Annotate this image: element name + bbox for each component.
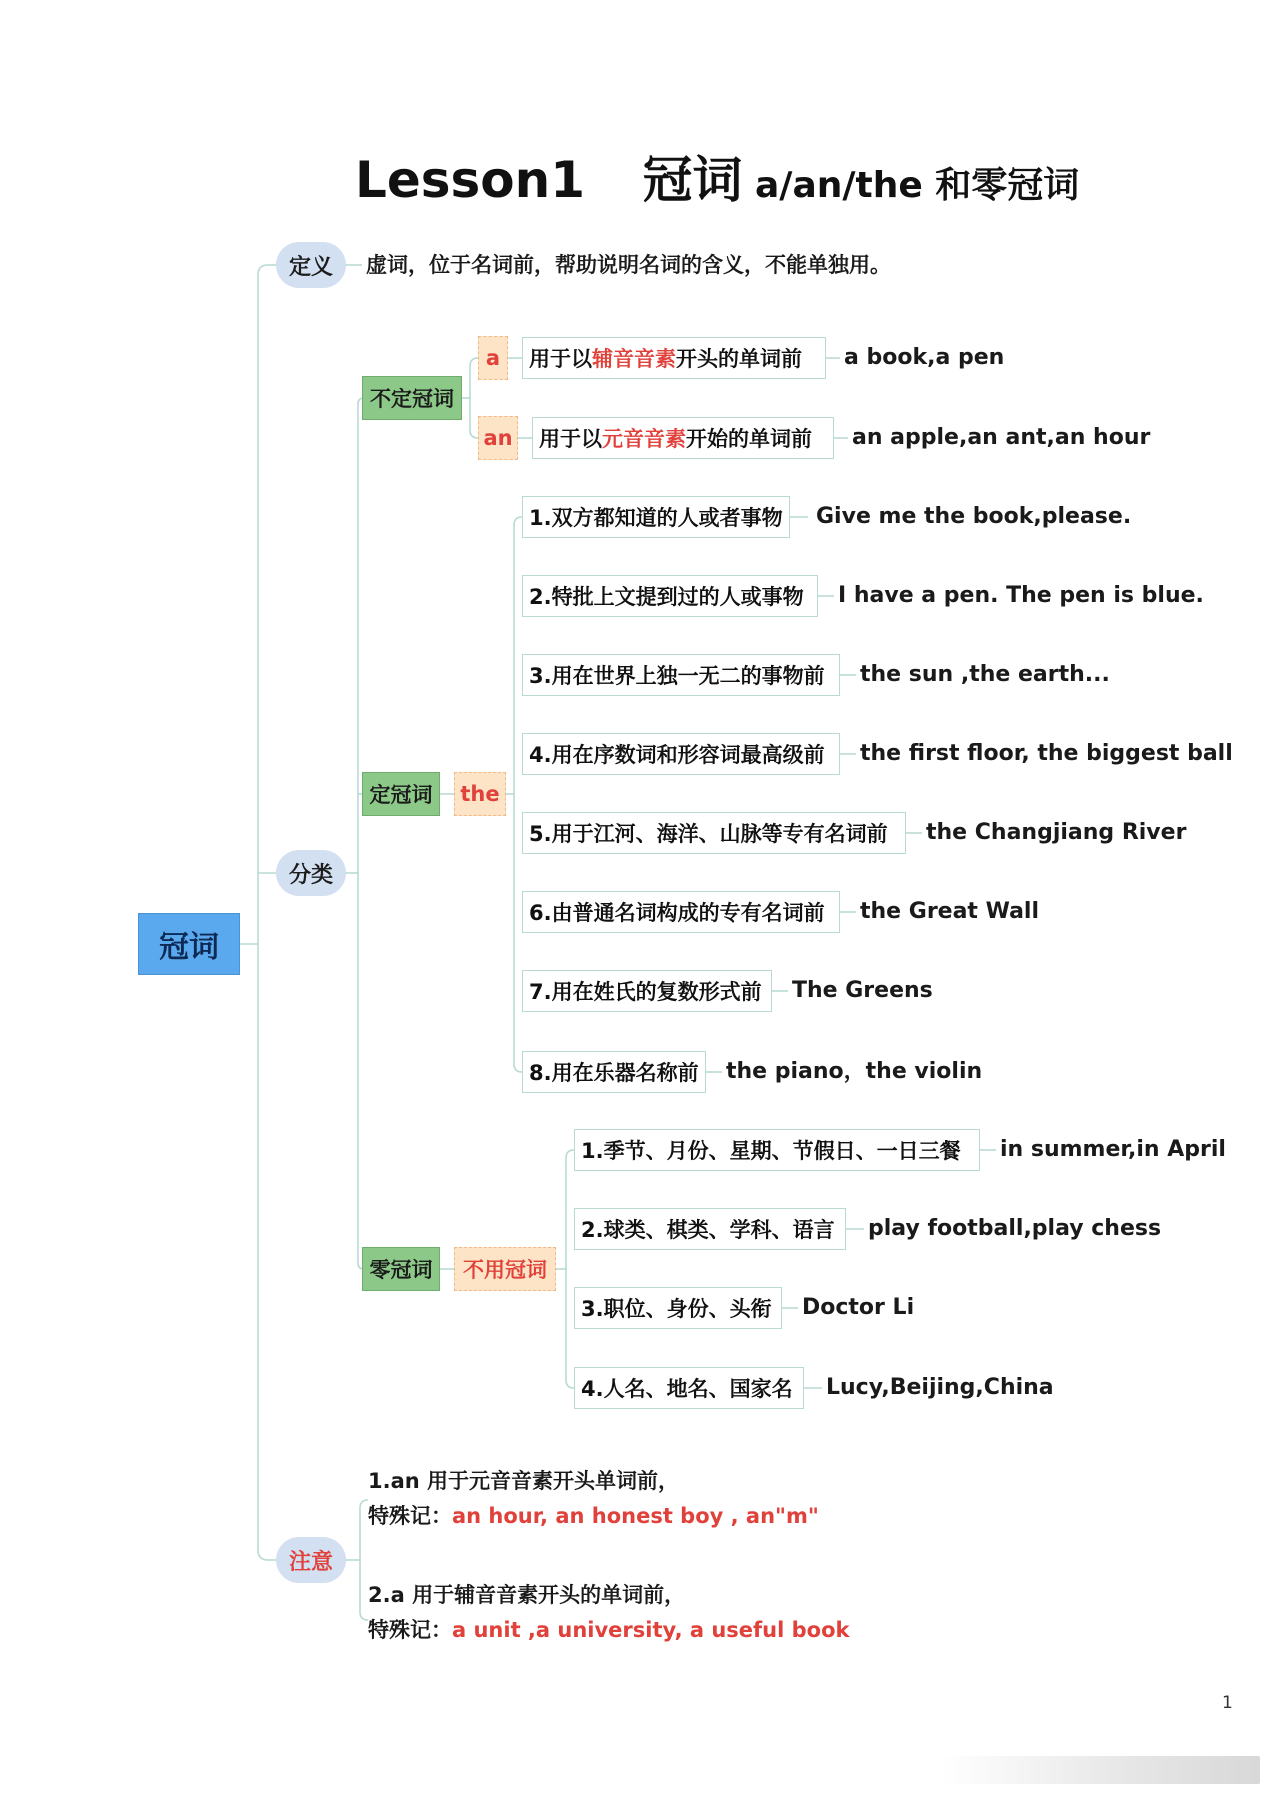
definite-rule-3: 3.用在世界上独一无二的事物前: [522, 654, 840, 696]
example-an: an apple,an ant,an hour: [852, 425, 1151, 450]
page-number: 1: [1222, 1693, 1233, 1713]
definite-rule-6: 6.由普通名词构成的专有名词前: [522, 891, 840, 933]
rule-a-highlight: 辅音音素: [592, 347, 676, 371]
rule-an-after: 开始的单词前: [686, 427, 812, 451]
note-1-prefix: 特殊记：: [368, 1504, 452, 1528]
title-lesson: Lesson1: [355, 151, 586, 209]
definite-rule-7: 7.用在姓氏的复数形式前: [522, 970, 772, 1012]
definite-example-7: The Greens: [792, 978, 933, 1003]
definite-article-node: 定冠词: [362, 772, 440, 816]
note-2-line: 2.a 用于辅音音素开头的单词前，: [368, 1583, 686, 1607]
rule-an: [532, 417, 834, 459]
article-a-node: a: [478, 336, 508, 380]
article-the-node: the: [454, 772, 506, 816]
definite-rule-4: 4.用在序数词和形容词最高级前: [522, 733, 840, 775]
definite-example-1: Give me the book,please.: [816, 504, 1132, 529]
definition-text: 虚词，位于名词前，帮助说明名词的含义，不能单独用。: [366, 253, 891, 277]
zero-rule-1: 1.季节、月份、星期、节假日、一日三餐: [574, 1129, 980, 1171]
zero-article-node: 零冠词: [362, 1247, 440, 1291]
category-definition: 定义: [276, 242, 346, 288]
definite-example-8: the piano，the violin: [726, 1059, 983, 1084]
definite-example-2: I have a pen. The pen is blue.: [838, 583, 1204, 608]
title-main: 冠词: [642, 151, 743, 209]
note-2-special-text: a unit ,a university, a useful book: [452, 1618, 850, 1642]
title-subtitle: [642, 151, 1080, 209]
note-1-special-text: an hour, an honest boy , an"m": [452, 1504, 819, 1528]
example-a: a book,a pen: [844, 345, 1005, 370]
zero-example-2: play football,play chess: [868, 1216, 1162, 1241]
definite-example-3: the sun ,the earth...: [860, 662, 1110, 687]
zero-example-1: in summer,in April: [1000, 1137, 1226, 1162]
zero-rule-3: 3.职位、身份、头衔: [574, 1287, 782, 1329]
note-2-special: [368, 1615, 849, 1645]
zero-example-3: Doctor Li: [802, 1295, 915, 1320]
category-notes: 注意: [276, 1537, 346, 1583]
rule-a-before: 用于以: [529, 347, 592, 371]
scan-watermark-strip: [940, 1756, 1260, 1784]
definite-example-6: the Great Wall: [860, 899, 1040, 924]
category-classification: 分类: [276, 850, 346, 896]
rule-a-after: 开头的单词前: [676, 347, 802, 371]
zero-rule-4: 4.人名、地名、国家名: [574, 1367, 804, 1409]
definite-rule-2: 2.特批上文提到过的人或事物: [522, 575, 818, 617]
note-1-line: 1.an 用于元音音素开头单词前，: [368, 1469, 680, 1493]
definite-rule-8: 8.用在乐器名称前: [522, 1051, 706, 1093]
indefinite-article-node: 不定冠词: [362, 376, 462, 420]
definite-rule-5: 5.用于江河、海洋、山脉等专有名词前: [522, 812, 906, 854]
title-sub: a/an/the 和零冠词: [755, 165, 1080, 206]
rule-a: [522, 337, 826, 379]
definite-rule-1: 1.双方都知道的人或者事物: [522, 496, 790, 538]
no-article-node: 不用冠词: [454, 1247, 556, 1291]
article-an-node: an: [478, 416, 518, 460]
definite-example-5: the Changjiang River: [926, 820, 1187, 845]
note-2-prefix: 特殊记：: [368, 1618, 452, 1642]
definite-example-4: the first floor, the biggest ball: [860, 741, 1233, 766]
note-1-special: [368, 1501, 819, 1531]
rule-an-before: 用于以: [539, 427, 602, 451]
root-node: 冠词: [138, 913, 240, 975]
zero-rule-2: 2.球类、棋类、学科、语言: [574, 1208, 846, 1250]
page-title: [355, 140, 1079, 212]
zero-example-4: Lucy,Beijing,China: [826, 1375, 1054, 1400]
rule-an-highlight: 元音音素: [602, 427, 686, 451]
